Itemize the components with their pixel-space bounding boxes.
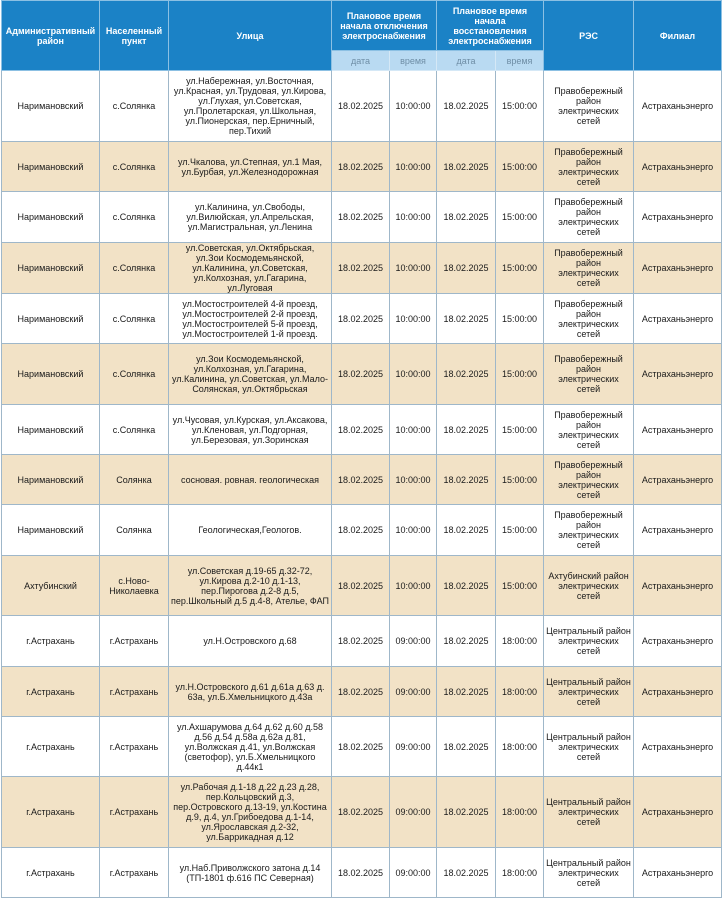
cell-on-time: 18:00:00 — [496, 777, 544, 848]
cell-street: ул.Зои Космодемьянской, ул.Колхозная, ул.Гагарина, ул.Калинина, ул.Советская, ул.Мало-Солянская, ул.Октябрьская — [169, 344, 332, 405]
cell-settlement: г.Астрахань — [100, 616, 169, 667]
cell-street: ул.Калинина, ул.Свободы, ул.Вилюйская, ул.Апрельская, ул.Магистральная, ул.Ленина — [169, 192, 332, 243]
cell-on-time: 15:00:00 — [496, 505, 544, 556]
cell-on-time: 15:00:00 — [496, 294, 544, 344]
cell-off-date: 18.02.2025 — [332, 405, 390, 455]
cell-on-time: 15:00:00 — [496, 243, 544, 294]
cell-district: Наримановский — [2, 192, 100, 243]
cell-on-date: 18.02.2025 — [437, 142, 496, 192]
table-row — [2, 505, 722, 556]
table-row — [2, 717, 722, 777]
cell-settlement: Солянка — [100, 455, 169, 505]
cell-branch: Астраханьэнерго — [634, 405, 722, 455]
table-row — [2, 667, 722, 717]
cell-on-time: 18:00:00 — [496, 616, 544, 667]
cell-on-date: 18.02.2025 — [437, 71, 496, 142]
cell-off-time: 10:00:00 — [390, 243, 437, 294]
cell-district: г.Астрахань — [2, 717, 100, 777]
cell-settlement: г.Астрахань — [100, 717, 169, 777]
header-on-date: дата — [437, 51, 496, 71]
table-row — [2, 556, 722, 616]
cell-district: г.Астрахань — [2, 848, 100, 898]
cell-off-time: 09:00:00 — [390, 667, 437, 717]
cell-off-date: 18.02.2025 — [332, 556, 390, 616]
cell-branch: Астраханьэнерго — [634, 192, 722, 243]
header-district: Административный район — [2, 1, 100, 71]
cell-settlement: с.Солянка — [100, 71, 169, 142]
cell-district: Наримановский — [2, 344, 100, 405]
cell-settlement: г.Астрахань — [100, 667, 169, 717]
cell-off-time: 10:00:00 — [390, 505, 437, 556]
cell-on-date: 18.02.2025 — [437, 243, 496, 294]
cell-on-date: 18.02.2025 — [437, 848, 496, 898]
cell-on-date: 18.02.2025 — [437, 616, 496, 667]
cell-branch: Астраханьэнерго — [634, 616, 722, 667]
cell-street: ул.Рабочая д.1-18 д.22 д.23 д.28, пер.Кольцовский д.3, пер.Островского д.13-19, ул.Костина д.9, д.4, ул.Грибоедова д.1-14, ул.Ярославская д.2-32, ул.Баррикадная д.12 — [169, 777, 332, 848]
cell-on-time: 15:00:00 — [496, 71, 544, 142]
cell-street: ул.Мостостроителей 4-й проезд, ул.Мостостроителей 2-й проезд, ул.Мостостроителей 5-й проезд, ул.Мостостроителей 1-й проезд. — [169, 294, 332, 344]
header-settlement: Населенный пункт — [100, 1, 169, 71]
table-row — [2, 405, 722, 455]
cell-res: Правобережный район электрических сетей — [544, 455, 634, 505]
cell-res: Центральный район электрических сетей — [544, 667, 634, 717]
table-row — [2, 848, 722, 898]
cell-district: Наримановский — [2, 505, 100, 556]
cell-settlement: с.Солянка — [100, 192, 169, 243]
cell-off-date: 18.02.2025 — [332, 455, 390, 505]
table-row — [2, 455, 722, 505]
table-row — [2, 616, 722, 667]
cell-street: сосновая. ровная. геологическая — [169, 455, 332, 505]
cell-branch: Астраханьэнерго — [634, 71, 722, 142]
cell-district: Ахтубинский — [2, 556, 100, 616]
cell-res: Правобережный район электрических сетей — [544, 142, 634, 192]
cell-off-date: 18.02.2025 — [332, 505, 390, 556]
table-body — [2, 71, 722, 898]
cell-settlement: с.Солянка — [100, 243, 169, 294]
cell-district: Наримановский — [2, 405, 100, 455]
cell-on-date: 18.02.2025 — [437, 294, 496, 344]
cell-off-date: 18.02.2025 — [332, 344, 390, 405]
cell-on-date: 18.02.2025 — [437, 344, 496, 405]
header-on-planned: Плановое время начала восстановления электроснабжения — [437, 1, 544, 51]
cell-off-date: 18.02.2025 — [332, 71, 390, 142]
cell-res: Правобережный район электрических сетей — [544, 505, 634, 556]
cell-off-time: 09:00:00 — [390, 616, 437, 667]
outage-schedule-table — [1, 0, 722, 898]
cell-off-time: 10:00:00 — [390, 142, 437, 192]
cell-street: ул.Чусовая, ул.Курская, ул.Аксакова, ул.Кленовая, ул.Подгорная, ул.Березовая, ул.Зоринская — [169, 405, 332, 455]
cell-branch: Астраханьэнерго — [634, 777, 722, 848]
cell-off-time: 10:00:00 — [390, 71, 437, 142]
cell-off-date: 18.02.2025 — [332, 848, 390, 898]
cell-on-date: 18.02.2025 — [437, 455, 496, 505]
cell-off-time: 10:00:00 — [390, 455, 437, 505]
cell-off-date: 18.02.2025 — [332, 616, 390, 667]
cell-branch: Астраханьэнерго — [634, 556, 722, 616]
cell-settlement: с.Солянка — [100, 294, 169, 344]
cell-on-time: 15:00:00 — [496, 192, 544, 243]
table-row — [2, 243, 722, 294]
cell-on-time: 18:00:00 — [496, 667, 544, 717]
cell-res: Правобережный район электрических сетей — [544, 71, 634, 142]
cell-off-time: 10:00:00 — [390, 294, 437, 344]
cell-on-time: 15:00:00 — [496, 344, 544, 405]
cell-off-date: 18.02.2025 — [332, 667, 390, 717]
cell-on-date: 18.02.2025 — [437, 405, 496, 455]
cell-street: ул.Наб.Приволжского затона д.14 (ТП-1801 ф.616 ПС Северная) — [169, 848, 332, 898]
cell-district: Наримановский — [2, 142, 100, 192]
table-row — [2, 71, 722, 142]
cell-res: Центральный район электрических сетей — [544, 848, 634, 898]
cell-off-date: 18.02.2025 — [332, 294, 390, 344]
cell-off-date: 18.02.2025 — [332, 717, 390, 777]
cell-branch: Астраханьэнерго — [634, 344, 722, 405]
cell-res: Центральный район электрических сетей — [544, 616, 634, 667]
cell-on-date: 18.02.2025 — [437, 556, 496, 616]
table-header — [2, 1, 722, 71]
cell-off-date: 18.02.2025 — [332, 243, 390, 294]
cell-branch: Астраханьэнерго — [634, 667, 722, 717]
cell-on-date: 18.02.2025 — [437, 717, 496, 777]
header-off-date: дата — [332, 51, 390, 71]
cell-street: Геологическая,Геологов. — [169, 505, 332, 556]
cell-on-time: 18:00:00 — [496, 848, 544, 898]
cell-branch: Астраханьэнерго — [634, 848, 722, 898]
header-res: РЭС — [544, 1, 634, 71]
header-off-planned: Плановое время начала отключения электроснабжения — [332, 1, 437, 51]
cell-on-date: 18.02.2025 — [437, 777, 496, 848]
cell-settlement: Солянка — [100, 505, 169, 556]
cell-res: Правобережный район электрических сетей — [544, 192, 634, 243]
cell-off-time: 10:00:00 — [390, 344, 437, 405]
cell-res: Ахтубинский район электрических сетей — [544, 556, 634, 616]
cell-branch: Астраханьэнерго — [634, 717, 722, 777]
header-on-time: время — [496, 51, 544, 71]
cell-settlement: с.Солянка — [100, 344, 169, 405]
cell-res: Центральный район электрических сетей — [544, 717, 634, 777]
cell-off-time: 09:00:00 — [390, 717, 437, 777]
cell-on-time: 15:00:00 — [496, 142, 544, 192]
cell-on-time: 15:00:00 — [496, 455, 544, 505]
cell-settlement: г.Астрахань — [100, 777, 169, 848]
cell-street: ул.Чкалова, ул.Степная, ул.1 Мая, ул.Бурбая, ул.Железнодорожная — [169, 142, 332, 192]
cell-settlement: с.Ново-Николаевка — [100, 556, 169, 616]
cell-off-date: 18.02.2025 — [332, 142, 390, 192]
cell-district: г.Астрахань — [2, 777, 100, 848]
header-street: Улица — [169, 1, 332, 71]
cell-district: г.Астрахань — [2, 667, 100, 717]
table-row — [2, 142, 722, 192]
cell-off-time: 09:00:00 — [390, 848, 437, 898]
cell-res: Правобережный район электрических сетей — [544, 344, 634, 405]
cell-on-date: 18.02.2025 — [437, 667, 496, 717]
cell-street: ул.Советская д.19-65 д.32-72, ул.Кирова д.2-10 д.1-13, пер.Пирогова д.2-8 д.5, пер.Школьный д.5 д.4-8, Ателье, ФАП — [169, 556, 332, 616]
cell-street: ул.Ахшарумова д.64 д.62 д.60 д.58 д.56 д.54 д.58а д.62а д.81, ул.Волжская д.41, ул.Волжская (светофор), ул.Б.Хмельницкого д.44к1 — [169, 717, 332, 777]
cell-district: Наримановский — [2, 294, 100, 344]
cell-off-date: 18.02.2025 — [332, 777, 390, 848]
cell-branch: Астраханьэнерго — [634, 294, 722, 344]
cell-street: ул.Н.Островского д.68 — [169, 616, 332, 667]
cell-on-time: 15:00:00 — [496, 556, 544, 616]
cell-settlement: г.Астрахань — [100, 848, 169, 898]
cell-off-time: 09:00:00 — [390, 777, 437, 848]
cell-off-time: 10:00:00 — [390, 192, 437, 243]
cell-on-date: 18.02.2025 — [437, 192, 496, 243]
cell-res: Правобережный район электрических сетей — [544, 243, 634, 294]
header-off-time: время — [390, 51, 437, 71]
cell-branch: Астраханьэнерго — [634, 243, 722, 294]
cell-on-time: 15:00:00 — [496, 405, 544, 455]
cell-off-date: 18.02.2025 — [332, 192, 390, 243]
cell-district: Наримановский — [2, 455, 100, 505]
cell-res: Правобережный район электрических сетей — [544, 294, 634, 344]
table-row — [2, 294, 722, 344]
cell-district: Наримановский — [2, 243, 100, 294]
cell-off-time: 10:00:00 — [390, 556, 437, 616]
cell-branch: Астраханьэнерго — [634, 142, 722, 192]
cell-settlement: с.Солянка — [100, 142, 169, 192]
cell-off-time: 10:00:00 — [390, 405, 437, 455]
cell-res: Центральный район электрических сетей — [544, 777, 634, 848]
cell-branch: Астраханьэнерго — [634, 455, 722, 505]
cell-branch: Астраханьэнерго — [634, 505, 722, 556]
header-branch: Филиал — [634, 1, 722, 71]
table-row — [2, 192, 722, 243]
table-row — [2, 777, 722, 848]
cell-district: г.Астрахань — [2, 616, 100, 667]
cell-settlement: с.Солянка — [100, 405, 169, 455]
cell-on-time: 18:00:00 — [496, 717, 544, 777]
cell-res: Правобережный район электрических сетей — [544, 405, 634, 455]
cell-district: Наримановский — [2, 71, 100, 142]
cell-street: ул.Советская, ул.Октябрьская, ул.Зои Космодемьянской, ул.Калинина, ул.Советская, ул.Колхозная, ул.Гагарина, ул.Луговая — [169, 243, 332, 294]
cell-on-date: 18.02.2025 — [437, 505, 496, 556]
table-row — [2, 344, 722, 405]
cell-street: ул.Набережная, ул.Восточная, ул.Красная, ул.Трудовая, ул.Кирова, ул.Глухая, ул.Советская, ул.Пролетарская, ул.Школьная, ул.Пионерская, пер.Ерничный, пер.Тихий — [169, 71, 332, 142]
cell-street: ул.Н.Островского д.61 д.61а д.63 д. 63а, ул.Б.Хмельницкого д.43а — [169, 667, 332, 717]
